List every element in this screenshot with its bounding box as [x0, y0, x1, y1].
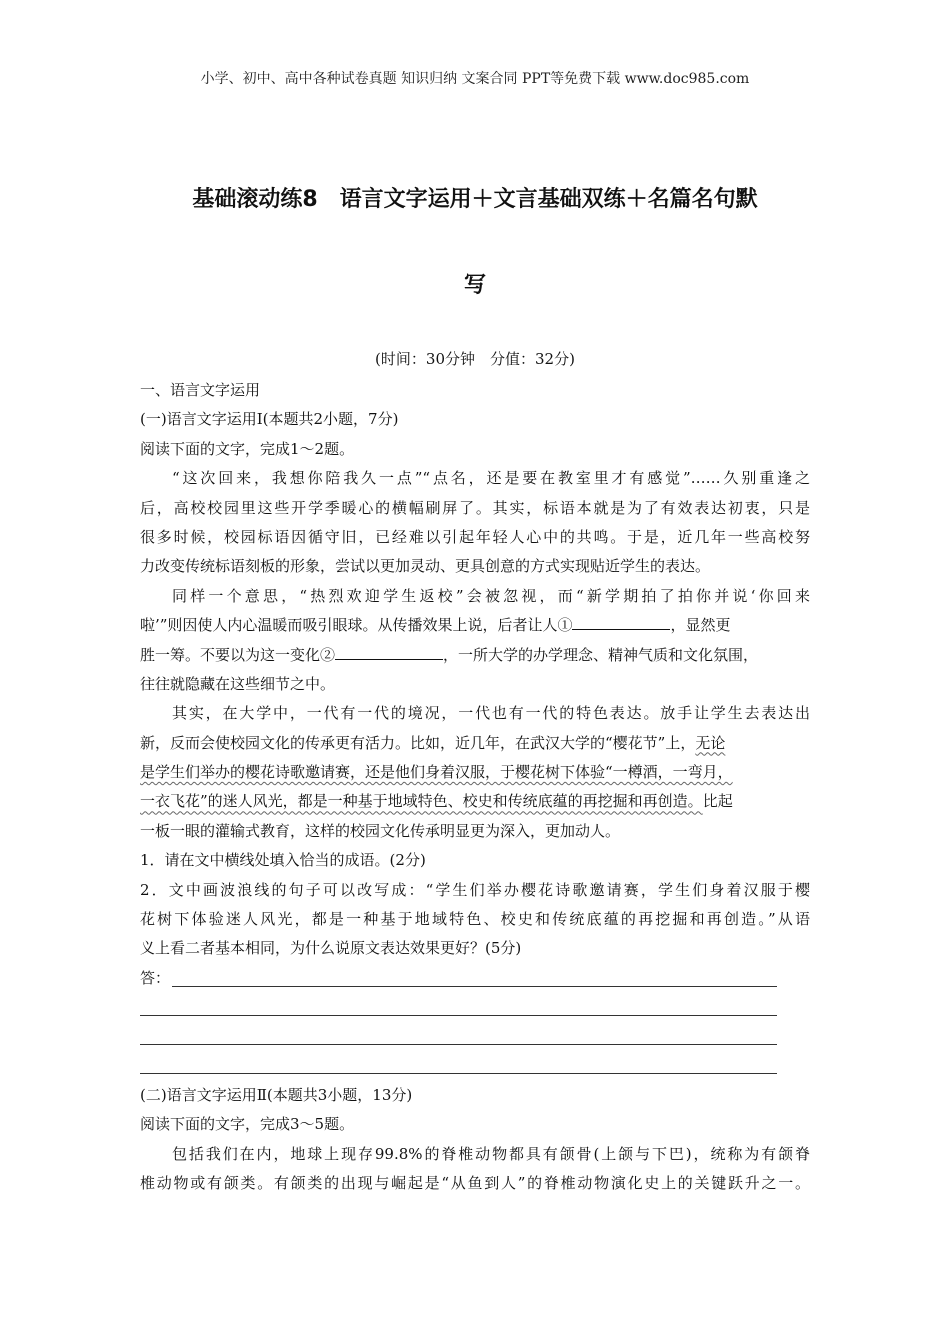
question-2-line: 花树下体验迷人风光，都是一种基于地域特色、校史和传统底蕴的再挖掘和再创造。”从语 [140, 910, 810, 929]
passage-line: 力改变传统标语刻板的形象，尝试以更加灵动、更具创意的方式实现贴近学生的表达。 [140, 557, 711, 576]
passage-line: 同样一个意思，“热烈欢迎学生返校”会被忽视，而“新学期拍了拍你并说‘你回来 [172, 586, 810, 605]
answer-label: 答： [140, 968, 171, 987]
wavy-underlined-text: 是学生们举办的樱花诗歌邀请赛，还是他们身着汉服，于樱花树下体验“一樽酒，一弯月， [140, 763, 733, 782]
part-2-heading: (二)语言文字运用Ⅱ(本题共3小题，13分) [140, 1086, 413, 1104]
answer-line[interactable] [140, 1015, 777, 1016]
instruction-1: 阅读下面的文字，完成1～2题。 [140, 439, 355, 458]
blank-2[interactable] [335, 645, 443, 660]
passage-line: 后，高校校园里这些开学季暖心的横幅刷屏了。其实，标语本就是为了有效表达初衷，只是 [140, 498, 810, 517]
section-1 [140, 376, 810, 993]
answer-line[interactable] [140, 1044, 777, 1045]
passage-line: 包括我们在内，地球上现存99.8%的脊椎动物都具有颌骨(上颌与下巴)，统称为有颌脊 [172, 1144, 810, 1163]
passage-line: 椎动物或有颌类。有颌类的出现与崛起是“从鱼到人”的脊椎动物演化史上的关键跃升之一。 [140, 1174, 810, 1193]
page-header: 小学、初中、高中各种试卷真题 知识归纳 文案合同 PPT等免费下载 www.doc985.com [200, 71, 750, 87]
answer-line[interactable] [172, 986, 777, 987]
section-2 [140, 1081, 810, 1199]
wavy-underlined-text: 一衣飞花”的迷人风光，都是一种基于地域特色、校史和传统底蕴的再挖掘和再创造。 [140, 792, 703, 811]
answer-line[interactable] [140, 1073, 777, 1074]
passage-line: “这次回来，我想你陪我久一点”“点名，还是要在教室里才有感觉”……久别重逢之 [172, 469, 810, 488]
time-score: (时间：30分钟 分值：32分) [375, 350, 575, 368]
passage-line: 其实，在大学中，一代有一代的境况，一代也有一代的特色表达。放手让学生去表达出 [172, 704, 810, 723]
title-line-1: 基础滚动练8 语言文字运用＋文言基础双练＋名篇名句默 [192, 187, 758, 212]
question-2-line: 2．文中画波浪线的句子可以改写成：“学生们举办樱花诗歌邀请赛，学生们身着汉服于樱 [140, 880, 810, 899]
passage-line: 一板一眼的灌输式教育，这样的校园文化传承明显更为深入，更加动人。 [140, 821, 621, 840]
passage-line [140, 758, 810, 787]
part-1-heading: (一)语言文字运用Ⅰ(本题共2小题，7分) [140, 410, 399, 429]
question-1: 1．请在文中横线处填入恰当的成语。(2分) [140, 851, 426, 870]
passage-line: 往往就隐藏在这些细节之中。 [140, 674, 336, 693]
passage-line: 一衣飞花”的迷人风光，都是一种基于地域特色、校史和传统底蕴的再挖掘和再创造。比起 [140, 792, 733, 811]
blank-1[interactable] [572, 615, 670, 630]
wavy-underlined-text: 无论 [695, 733, 726, 752]
passage-line: 啦’”则因使人内心温暖而吸引眼球。从传播效果上说，后者让人① ，显然更 [140, 616, 731, 635]
passage-line: 很多时候，校园标语因循守旧，已经难以引起年轻人心中的共鸣。于是，近几年一些高校努 [140, 527, 810, 546]
title-line-2: 写 [463, 273, 486, 298]
section-heading: 一、语言文字运用 [140, 381, 261, 399]
passage-line: 胜一筹。不要以为这一变化② ，一所大学的办学理念、精神气质和文化氛围， [140, 645, 759, 664]
question-2-line: 义上看二者基本相同，为什么说原文表达效果更好？(5分) [140, 939, 522, 958]
instruction-2: 阅读下面的文字，完成3～5题。 [140, 1115, 355, 1134]
passage-line: 新，反而会使校园文化的传承更有活力。比如，近几年，在武汉大学的“樱花节”上，无论 [140, 733, 726, 752]
